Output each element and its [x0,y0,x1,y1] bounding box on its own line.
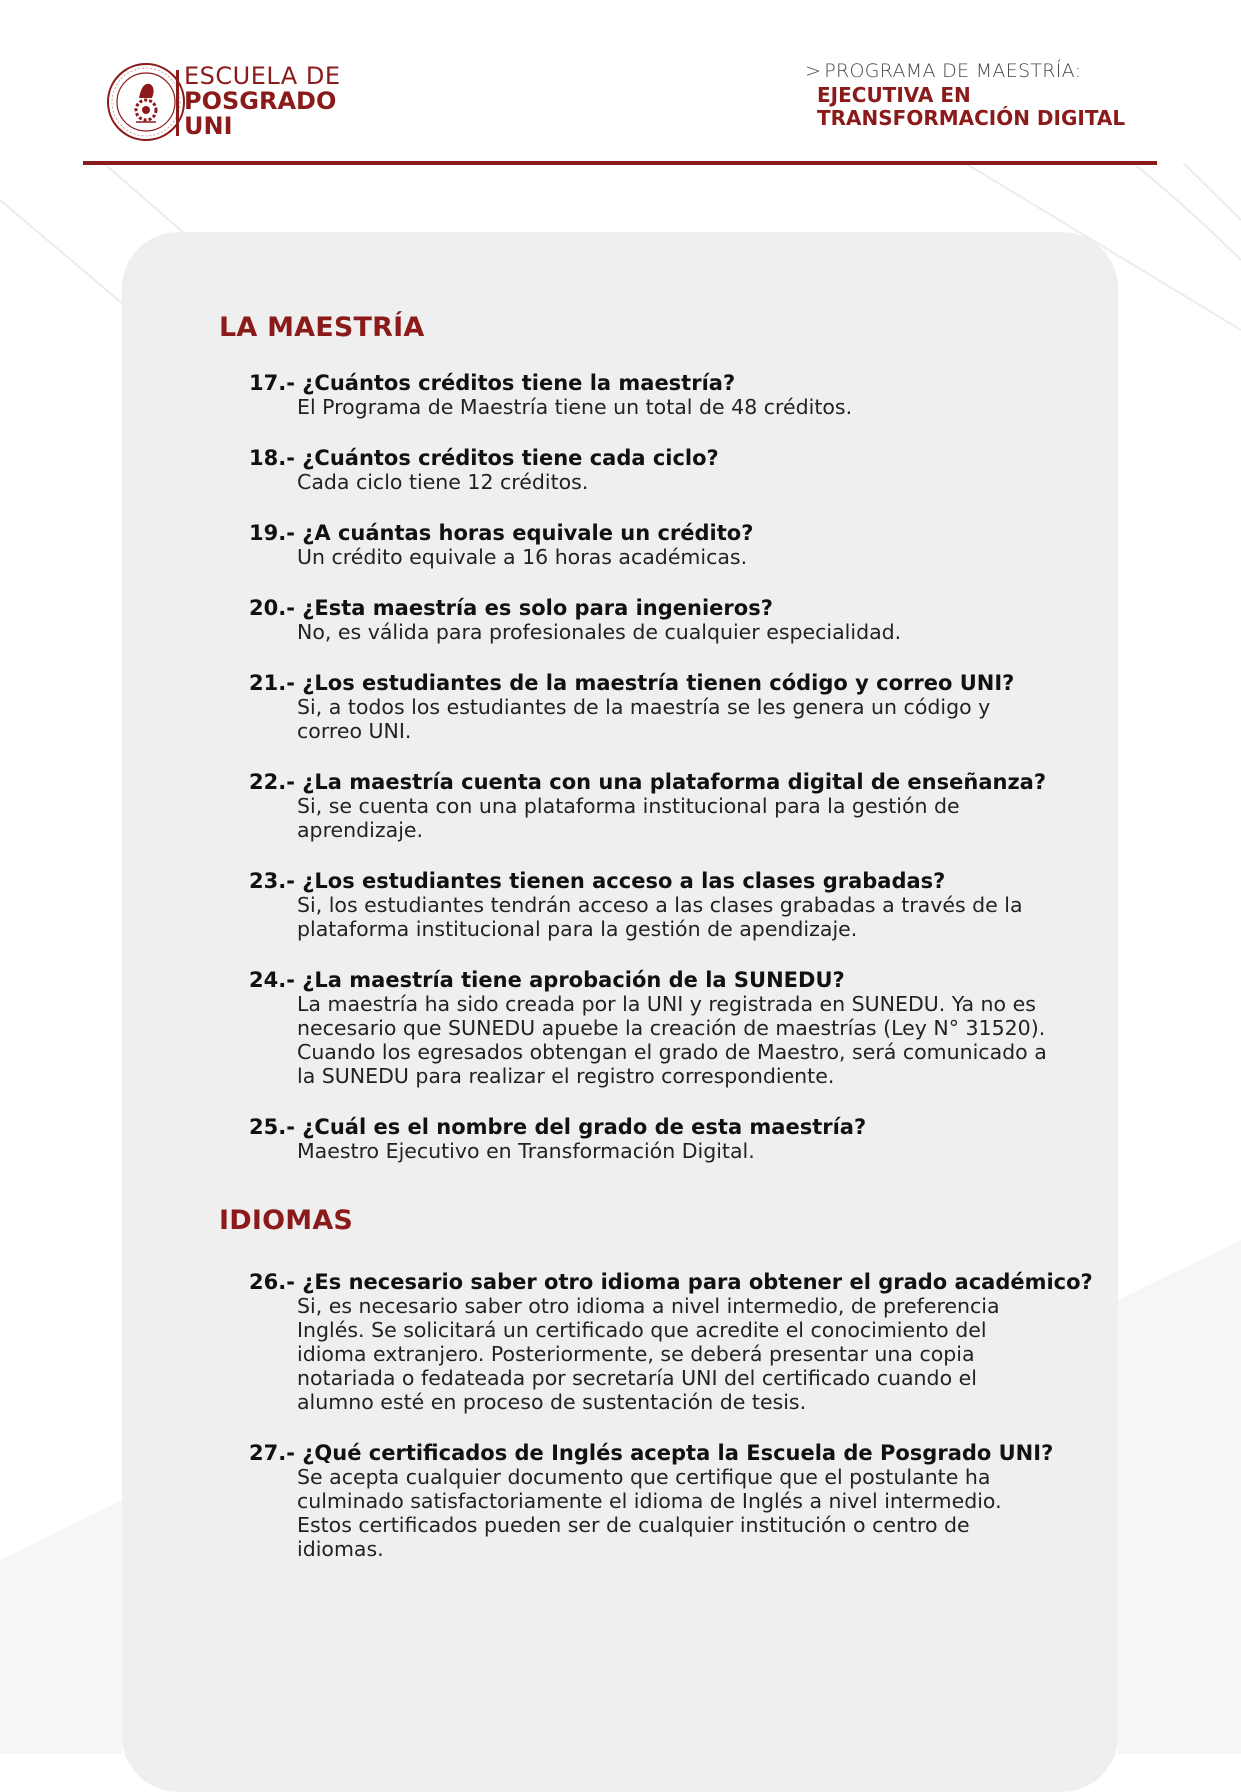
faq-answer: Si, a todos los estudiantes de la maestría se les genera un código y correo UNI. [297,695,991,743]
faq-question: 18.- ¿Cuántos créditos tiene cada ciclo? [249,446,719,470]
faq-answer: Cada ciclo tiene 12 créditos. [297,470,589,494]
program-heading [805,60,1135,130]
faq-list [219,371,1079,1163]
faq-question: 17.- ¿Cuántos créditos tiene la maestría? [249,371,736,395]
faq-item [249,596,1079,644]
logo-divider [176,70,179,136]
faq-answer: Se acepta cualquier documento que certifique que el postulante ha culminado satisfactoriamente el idioma de Inglés a nivel intermedio. Estos certificados pueden ser de cualquier institución o centro de idiomas. [297,1465,1002,1561]
section-title: IDIOMAS [219,1205,354,1236]
faq-answer: Maestro Ejecutivo en Transformación Digital. [297,1139,755,1163]
faq-item [249,770,1079,842]
program-name-line-1: EJECUTIVA EN [817,83,971,107]
school-logo-text [184,64,341,138]
faq-question: 23.- ¿Los estudiantes tienen acceso a las clases grabadas? [249,869,946,893]
faq-question: 19.- ¿A cuántas horas equivale un crédito? [249,521,754,545]
faq-item [249,968,1079,1088]
logo-line-3: UNI [184,112,233,140]
university-seal-icon [106,62,186,142]
faq-item [249,1270,1093,1414]
faq-answer: Un crédito equivale a 16 horas académicas. [297,545,748,569]
faq-item [249,1441,1079,1561]
faq-item [249,371,1079,419]
header-divider [83,161,1157,165]
faq-item [249,869,1079,941]
chevron-right-icon: > [805,60,822,82]
logo-line-1: ESCUELA DE [184,62,341,90]
faq-question: 26.- ¿Es necesario saber otro idioma para obtener el grado académico? [249,1270,1093,1294]
faq-question: 27.- ¿Qué certificados de Inglés acepta la Escuela de Posgrado UNI? [249,1441,1054,1465]
program-label [805,60,1135,82]
faq-question: 21.- ¿Los estudiantes de la maestría tienen código y correo UNI? [249,671,1015,695]
faq-item [249,446,1079,494]
section-title: LA MAESTRÍA [219,312,425,343]
faq-answer: No, es válida para profesionales de cualquier especialidad. [297,620,902,644]
faq-question: 20.- ¿Esta maestría es solo para ingenieros? [249,596,773,620]
faq-answer: Si, es necesario saber otro idioma a nivel intermedio, de preferencia Inglés. Se solicitará un certificado que acredite el conocimiento del idioma extranjero. Posteriormente, se deberá presentar una copia notariada o fedateada por secretaría UNI del certificado cuando el alumno esté en proceso de sustentación de tesis. [297,1294,1000,1414]
program-name-line-2: TRANSFORMACIÓN DIGITAL [817,106,1126,130]
program-label-text: PROGRAMA DE MAESTRÍA: [824,60,1082,82]
faq-answer: Si, los estudiantes tendrán acceso a las clases grabadas a través de la plataforma institucional para la gestión de apendizaje. [297,893,1023,941]
faq-item [249,1115,1079,1163]
faq-item [249,671,1079,743]
faq-answer: El Programa de Maestría tiene un total de 48 créditos. [297,395,853,419]
section-idiomas [219,1205,1093,1561]
faq-answer: Si, se cuenta con una plataforma institucional para la gestión de aprendizaje. [297,794,960,842]
faq-content [219,312,1093,1561]
faq-list [219,1270,1093,1561]
faq-question: 24.- ¿La maestría tiene aprobación de la SUNEDU? [249,968,845,992]
faq-item [249,521,1079,569]
faq-question: 25.- ¿Cuál es el nombre del grado de esta maestría? [249,1115,867,1139]
page-header [0,0,1241,163]
section-la-maestria [219,312,1079,1163]
faq-answer: La maestría ha sido creada por la UNI y registrada en SUNEDU. Ya no es necesario que SUNEDU apuebe la creación de maestrías (Ley N° 31520). Cuando los egresados obtengan el grado de Maestro, será comunicado a la SUNEDU para realizar el registro correspondiente. [297,992,1047,1088]
faq-question: 22.- ¿La maestría cuenta con una plataforma digital de enseñanza? [249,770,1047,794]
logo-line-2: POSGRADO [184,87,337,115]
